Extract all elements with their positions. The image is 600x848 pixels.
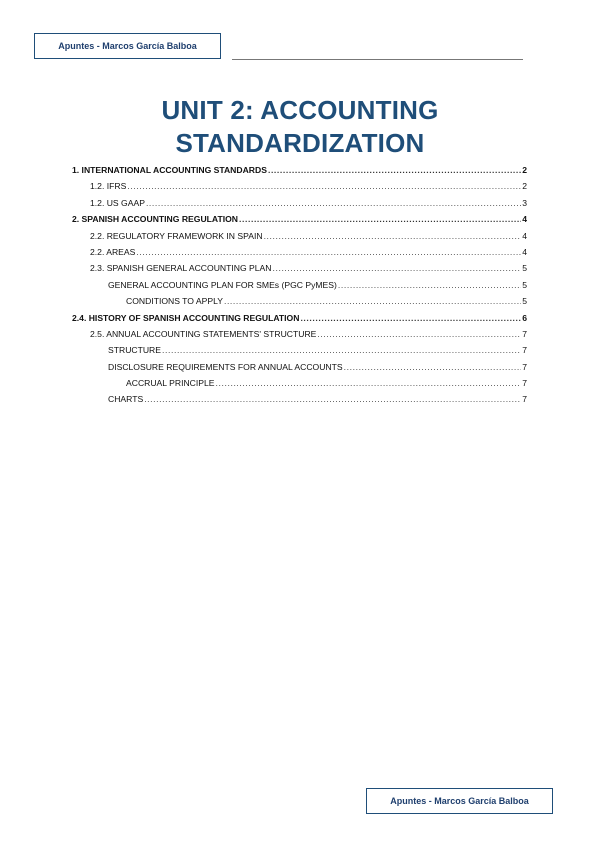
toc-page-number: 7 [522, 361, 527, 372]
toc-dot-leader [317, 329, 521, 339]
toc-page-number: 4 [522, 230, 527, 241]
toc-entry[interactable] [72, 247, 527, 263]
footer-author-badge: Apuntes - Marcos García Balboa [366, 788, 553, 814]
table-of-contents [72, 165, 527, 411]
toc-entry[interactable] [72, 198, 527, 214]
toc-dot-leader [264, 231, 522, 241]
toc-dot-leader [224, 296, 521, 306]
toc-dot-leader [216, 378, 522, 388]
toc-entry-title: ACCRUAL PRINCIPLE [126, 378, 215, 389]
toc-entry[interactable] [72, 280, 527, 296]
toc-entry[interactable] [72, 345, 527, 361]
toc-entry[interactable] [72, 313, 527, 329]
toc-entry[interactable] [72, 296, 527, 312]
toc-entry-title: 2.2. AREAS [90, 246, 136, 257]
toc-dot-leader [239, 214, 521, 224]
toc-page-number: 2 [522, 181, 527, 192]
toc-dot-leader [268, 165, 521, 175]
toc-entry[interactable] [72, 329, 527, 345]
header-divider [232, 59, 523, 60]
toc-entry[interactable] [72, 165, 527, 181]
toc-entry-title: DISCLOSURE REQUIREMENTS FOR ANNUAL ACCOUNTS [108, 361, 343, 372]
toc-entry-title: 2.4. HISTORY OF SPANISH ACCOUNTING REGULATION [72, 312, 300, 323]
toc-entry-title: STRUCTURE [108, 345, 161, 356]
toc-page-number: 4 [522, 246, 527, 257]
toc-entry-title: CHARTS [108, 394, 144, 405]
page-title-line-1: UNIT 2: ACCOUNTING [161, 95, 439, 125]
toc-page-number: 7 [522, 328, 527, 339]
toc-page-number: 7 [522, 394, 527, 405]
toc-entry-title: 2.3. SPANISH GENERAL ACCOUNTING PLAN [90, 263, 272, 274]
toc-dot-leader [272, 263, 521, 273]
toc-dot-leader [344, 362, 522, 372]
toc-dot-leader [338, 280, 521, 290]
toc-entry-title: 2.5. ANNUAL ACCOUNTING STATEMENTS' STRUCTURE [90, 328, 317, 339]
toc-entry-title: 2.2. REGULATORY FRAMEWORK IN SPAIN [90, 230, 263, 241]
toc-page-number: 2 [522, 165, 527, 175]
toc-dot-leader [144, 394, 521, 404]
toc-entry-title: 2. SPANISH ACCOUNTING REGULATION [72, 214, 238, 225]
toc-dot-leader [146, 198, 521, 208]
toc-page-number: 5 [522, 296, 527, 307]
toc-page-number: 5 [522, 279, 527, 290]
toc-entry[interactable] [72, 362, 527, 378]
toc-entry-title: 1.2. US GAAP [90, 197, 145, 208]
toc-page-number: 3 [522, 197, 527, 208]
header-author-badge: Apuntes - Marcos García Balboa [34, 33, 221, 59]
toc-dot-leader [300, 313, 521, 323]
toc-entry[interactable] [72, 214, 527, 230]
toc-dot-leader [127, 181, 521, 191]
toc-page-number: 5 [522, 263, 527, 274]
toc-dot-leader [162, 345, 521, 355]
toc-entry-title: 1. INTERNATIONAL ACCOUNTING STANDARDS [72, 165, 267, 175]
toc-entry[interactable] [72, 378, 527, 394]
toc-entry[interactable] [72, 231, 527, 247]
toc-dot-leader [136, 247, 521, 257]
toc-entry[interactable] [72, 263, 527, 279]
toc-page-number: 6 [522, 312, 527, 323]
toc-page-number: 7 [522, 378, 527, 389]
toc-entry[interactable] [72, 181, 527, 197]
toc-entry-title: 1.2. IFRS [90, 181, 127, 192]
page-title-line-2: STANDARDIZATION [175, 128, 425, 158]
toc-page-number: 7 [522, 345, 527, 356]
toc-entry-title: GENERAL ACCOUNTING PLAN FOR SMEs (PGC PyMES) [108, 279, 337, 290]
toc-entry-title: CONDITIONS TO APPLY [126, 296, 223, 307]
toc-page-number: 4 [522, 214, 527, 225]
toc-entry[interactable] [72, 394, 527, 410]
